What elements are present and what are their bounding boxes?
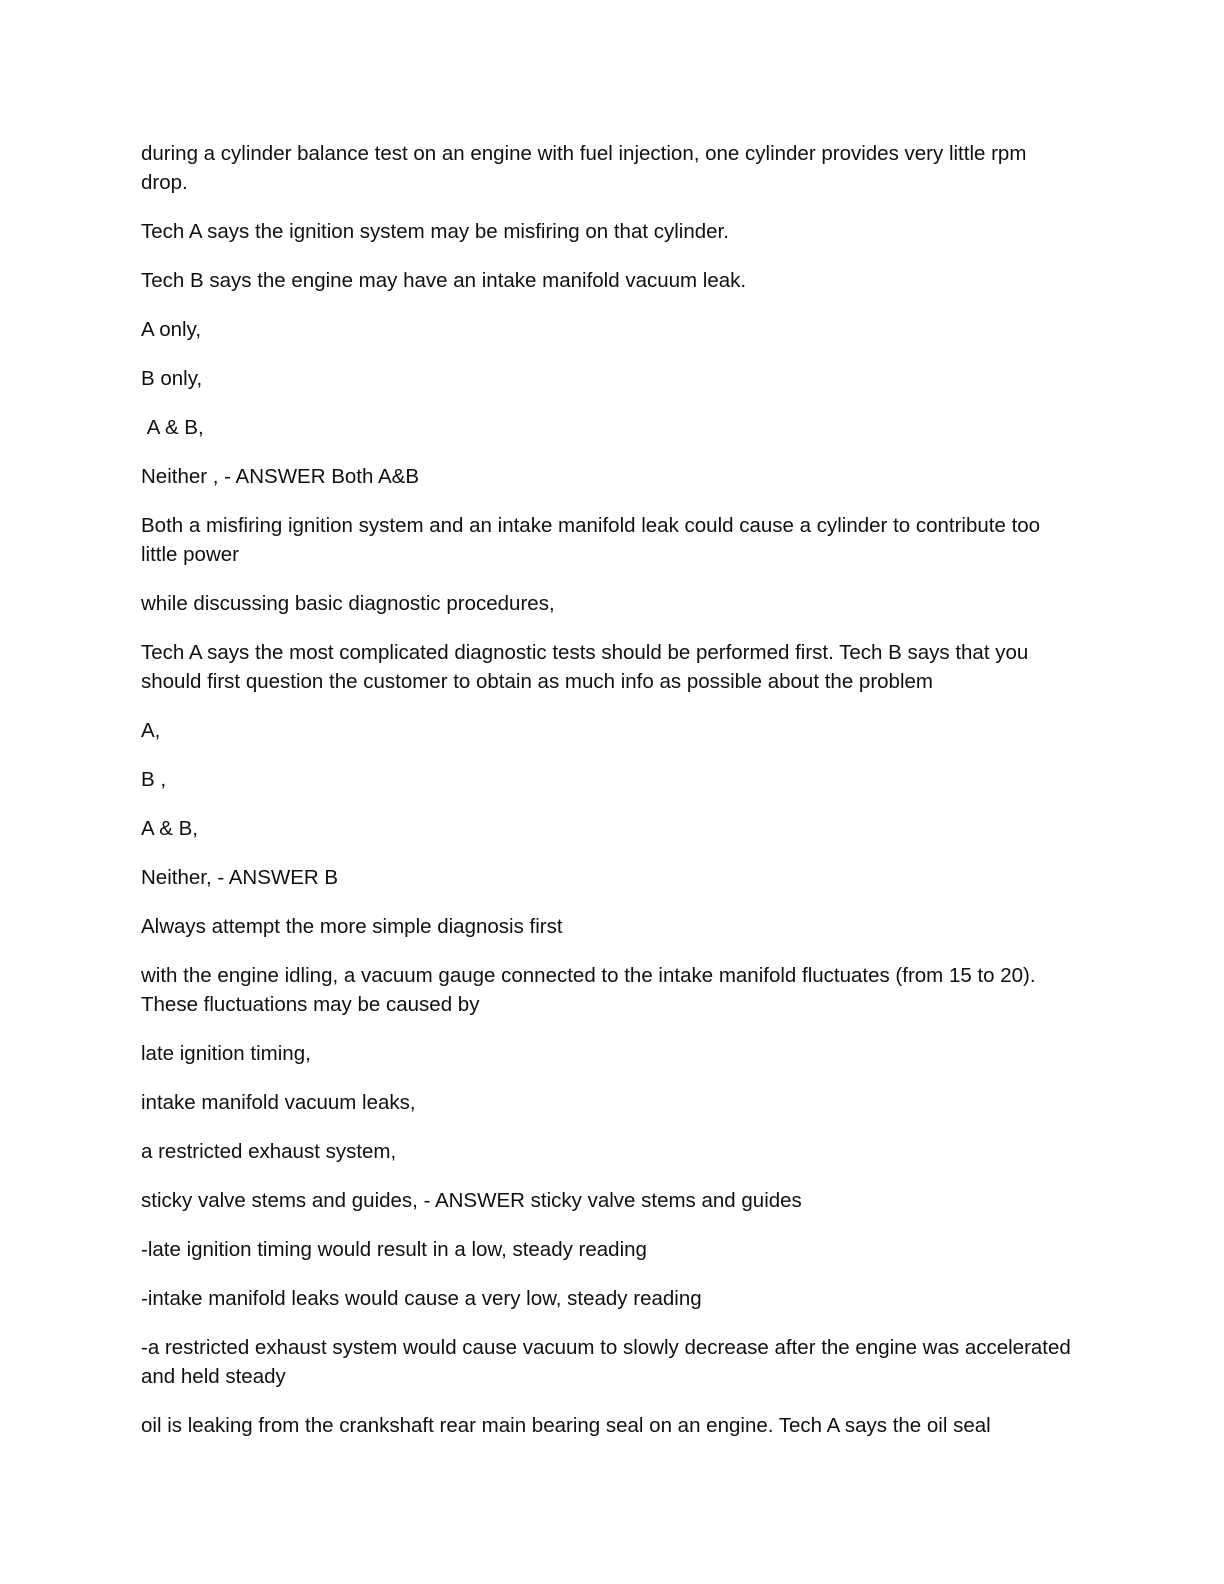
question-2-option-a: A, [141, 719, 161, 742]
question-1-stem: during a cylinder balance test on an engine with fuel injection, one cylinder provides very little rpm drop. [141, 142, 1033, 194]
question-1-option-b: B only, [141, 367, 203, 390]
question-3-option-2: intake manifold vacuum leaks, [141, 1091, 416, 1114]
question-1-tech-b: Tech B says the engine may have an intake manifold vacuum leak. [141, 269, 747, 292]
question-3-explanation-3: -a restricted exhaust system would cause vacuum to slowly decrease after the engine was accelerated and held steady [141, 1336, 1077, 1388]
question-1-explanation: Both a misfiring ignition system and an intake manifold leak could cause a cylinder to contribute too little power [141, 514, 1046, 566]
question-1-option-ab: A & B, [141, 416, 204, 439]
question-3-explanation-1: -late ignition timing would result in a low, steady reading [141, 1238, 647, 1261]
question-2-option-ab: A & B, [141, 817, 198, 840]
question-1-tech-a: Tech A says the ignition system may be misfiring on that cylinder. [141, 220, 729, 243]
question-3-option-1: late ignition timing, [141, 1042, 311, 1065]
question-2-answer: Neither, - ANSWER B [141, 866, 339, 889]
document-body [141, 139, 1077, 1460]
question-1-option-a: A only, [141, 318, 202, 341]
question-3-stem: with the engine idling, a vacuum gauge connected to the intake manifold fluctuates (from 15 to 20). These fluctuations may be caused by [141, 964, 1041, 1016]
question-2-option-b: B , [141, 768, 167, 791]
question-3-answer: sticky valve stems and guides, - ANSWER sticky valve stems and guides [141, 1189, 802, 1212]
question-3-explanation-2: -intake manifold leaks would cause a very low, steady reading [141, 1287, 702, 1310]
question-3-option-3: a restricted exhaust system, [141, 1140, 397, 1163]
question-4-stem: oil is leaking from the crankshaft rear main bearing seal on an engine. Tech A says the oil seal [141, 1414, 991, 1437]
question-2-explanation: Always attempt the more simple diagnosis first [141, 915, 563, 938]
question-1-answer: Neither , - ANSWER Both A&B [141, 465, 419, 488]
question-2-stem: while discussing basic diagnostic procedures, [141, 592, 555, 615]
question-2-techs: Tech A says the most complicated diagnostic tests should be performed first. Tech B says that you should first question the customer to obtain as much info as possible about the problem [141, 641, 1034, 693]
